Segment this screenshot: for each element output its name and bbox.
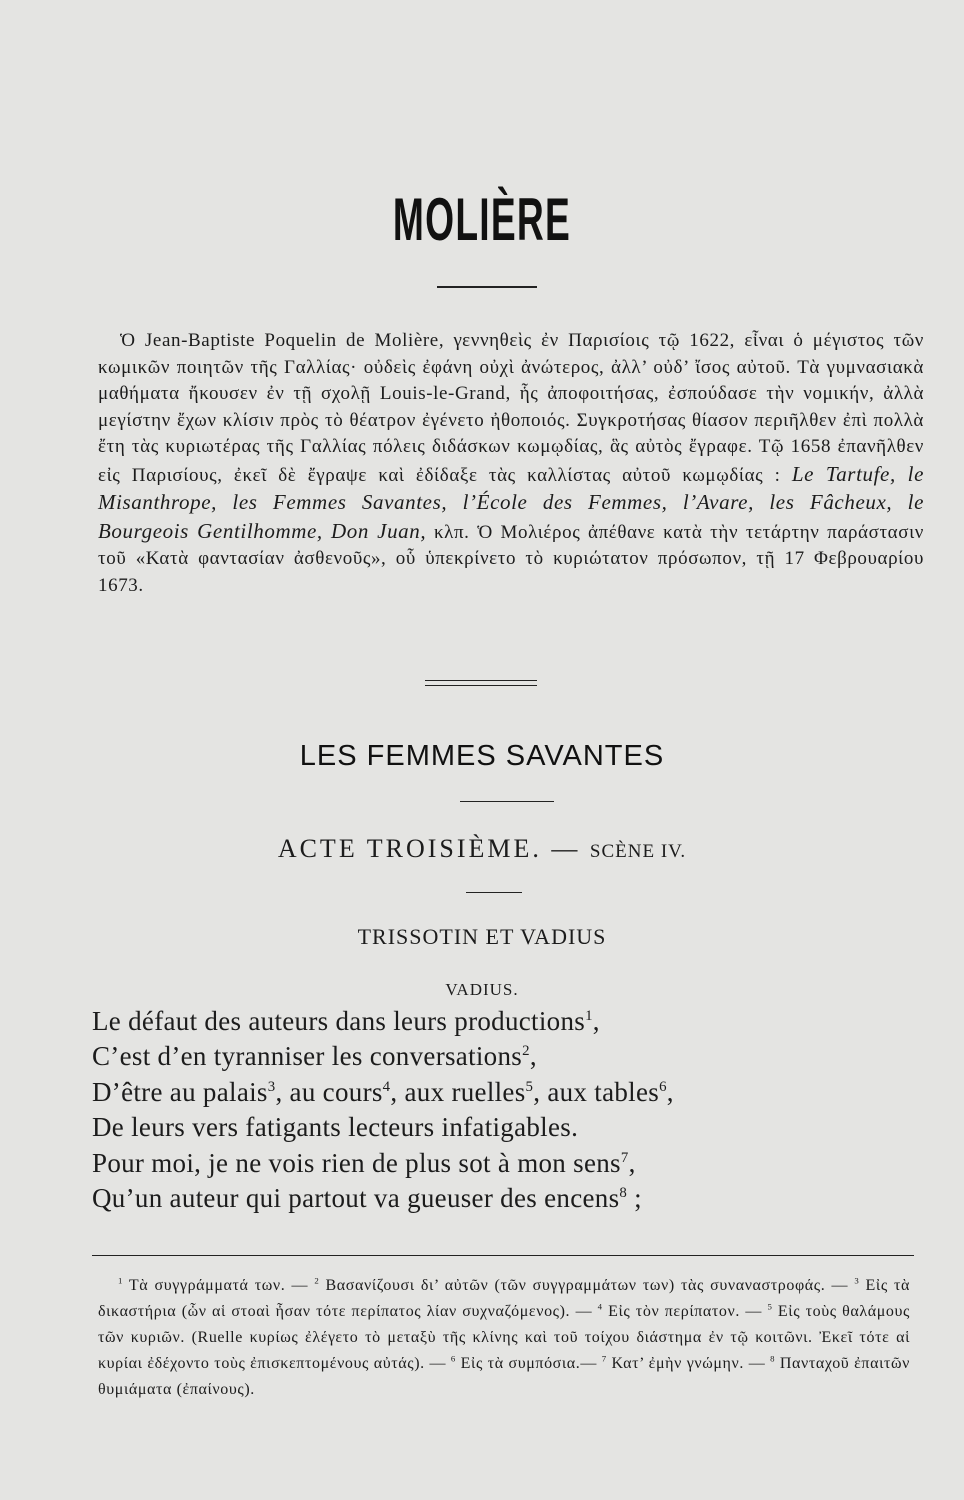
scene-label: SCÈNE IV. [589,841,687,862]
verse-line: Le défaut des auteurs dans leurs productions$^1$, [92,1006,600,1036]
act-label: ACTE TROISIÈME. — [277,834,581,863]
footnote-text: Εἰς τὸν περίπατον. — [602,1303,768,1320]
footnote-separator [92,1255,914,1256]
footnote-text: Εἰς τὰ δικαστήρια (ὧν αἱ στοαὶ ἦσαν τότε περίπατος λίαν συχναζόμενος). — [98,1277,910,1320]
verse-line: Pour moi, je ne vois rien de plus sot à mon sens$^7$, [92,1147,636,1178]
biography-works: Le Tartufe, le Misanthrope, les Femmes Savantes, l’École des Femmes, l’Avare, les Fâcheux, le Bourgeois Gentilhomme, Don Juan, [98,461,925,543]
footnote-text: Πανταχοῦ ἐπαιτῶν θυμιάματα (ἐπαίνους). [98,1355,910,1398]
act-rule [466,892,522,893]
biography-paragraph [98,328,924,599]
play-title: LES FEMMES SAVANTES [299,740,665,772]
footnote-marker: 6 [450,1353,456,1364]
biography-text: Ὁ Jean-Baptiste Poquelin de Molière, γεννηθεὶς ἐν Παρισίοις τῷ 1622, εἶναι ὁ μέγιστος τῶν κωμικῶν ποιητῶν τῆς Γαλλίας· οὐδεὶς ἐφάνη οὐχὶ ἀνώτερος, ἀλλ’ οὐδ’ ἴσος αὐτοῦ. Τὰ γυμνασιακὰ μαθήματα ἤκουσεν ἐν τῇ σχολῇ Louis-le-Grand, ἧς ἀποφοιτήσας, ἐσπούδασε τὴν νομικήν, ἀλλὰ μεγίστην ἔχων κλίσιν πρὸς τὸ θέατρον ἐγένετο ἠθοποιός. Συγκροτήσας θίασον περιῆλθεν ἐπὶ πολλὰ ἔτη τὰς κυριωτέρας τῆς Γαλλίας πόλεις διδάσκων κωμῳδίας, ἃς αὐτὸς ἔγραφε. Τῷ 1658 ἐπανῆλθεν εἰς Παρισίους, ἐκεῖ δὲ ἔγραψε καὶ ἐδίδαξε τὰς καλλίστας αὐτοῦ κωμῳδίας : [98,330,924,486]
footnote-text: Εἰς τὰ συμπόσια.— [455,1355,602,1372]
footnote-text: Εἰς τοὺς θαλάμους τῶν κυριῶν. (Ruelle κυρίως ἐλέγετο τὸ μεταξὺ τῆς κλίνης καὶ τοῦ τοίχου διάστημα ἐν τῷ κοιτῶνι. Ἐκεῖ τότε αἱ κυρίαι ἐδέχοντο τοὺς ἐπισκεπτομένους αὐτάς). — [98,1303,910,1372]
footnote-marker: 8 [770,1353,776,1364]
play-title-rule [460,801,554,802]
verse-block [92,1004,912,1216]
title-rule [437,286,537,288]
section-rule-bottom [425,685,537,686]
verse-line: C’est d’en tyranniser les conversations$^2$, [92,1041,537,1072]
verse-line: D’être au palais$^3$, au cours$^4$, aux ruelles$^5$, aux tables$^6$, [92,1076,674,1107]
footnote-marker: 7 [601,1353,607,1364]
act-heading [0,834,964,864]
speaker-name: VADIUS. [445,980,519,999]
scene-characters: TRISSOTIN ET VADIUS [357,924,607,949]
footnote-marker: 5 [767,1301,773,1312]
footnote-text: Βασανίζουσι δι’ αὐτῶν (τῶν συγγραμμάτων των) τὰς συναναστροφάς. — [319,1277,855,1294]
section-rule-top [425,680,537,681]
verse-line: Qu’un auteur qui partout va gueuser des encens$^8$ ; [92,1183,642,1214]
footnote-text: Τὰ συγγράμματά των. — [123,1277,315,1294]
page-title: MOLIÈRE [392,186,572,253]
footnote-marker: 3 [854,1275,860,1286]
biography-text-end: κλπ. Ὁ Μολιέρος ἀπέθανε κατὰ τὴν τετάρτην παράστασιν τοῦ «Κατὰ φαντασίαν ἀσθενοῦς», οὗ ὑπεκρίνετο τὸ κυριώτατον πρόσωπον, τῇ 17 Φεβρουαρίου 1673. [98,521,924,596]
footnote-marker: 1 [118,1275,123,1286]
verse-line: De leurs vers fatigants lecteurs infatigables. [92,1112,579,1143]
footnotes [98,1273,910,1403]
footnote-marker: 4 [597,1301,603,1312]
footnote-marker: 2 [314,1275,320,1286]
footnote-text: Κατ’ ἐμὴν γνώμην. — [606,1355,771,1372]
